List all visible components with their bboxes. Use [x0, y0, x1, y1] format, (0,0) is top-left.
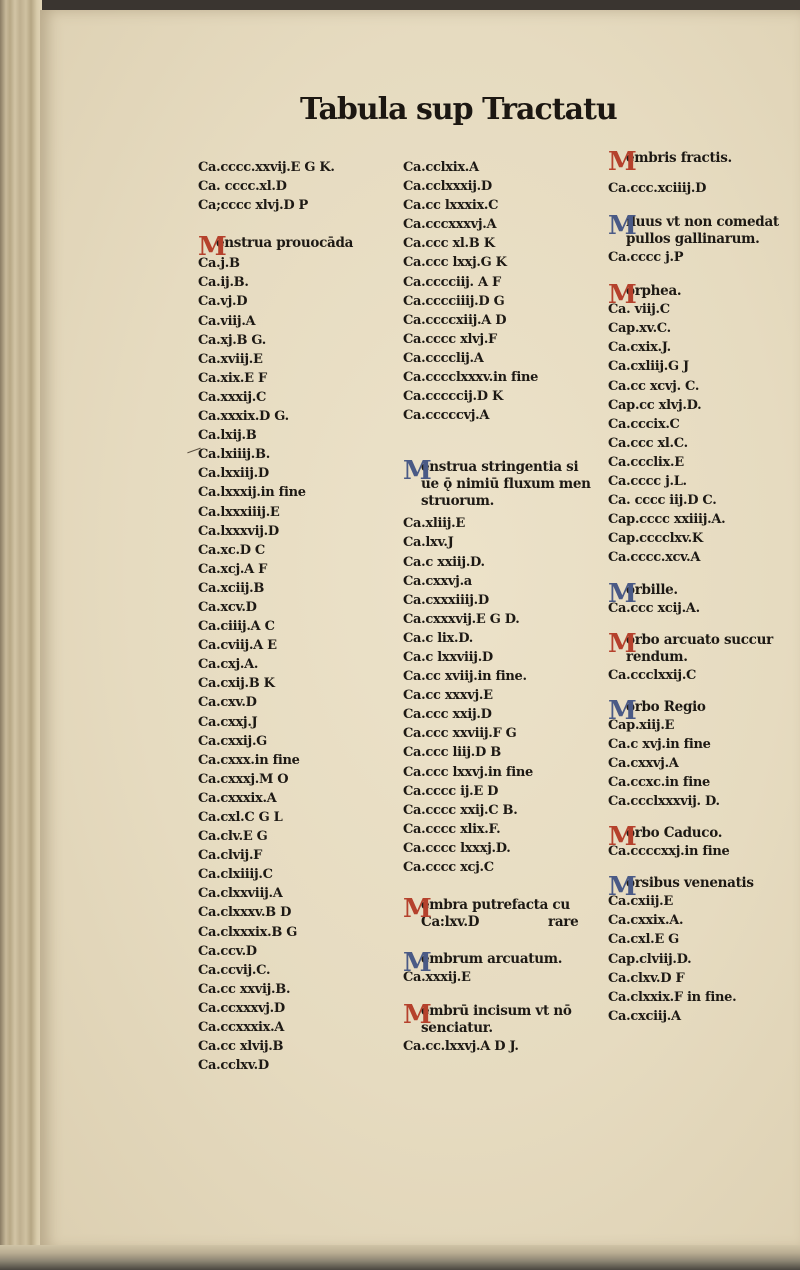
index-entry: Ca. viij.C: [608, 302, 670, 318]
index-entry: Ca.xcj.A F: [198, 561, 268, 577]
heading-text: enstrua prouocāda: [216, 235, 354, 252]
column-2: [403, 158, 603, 1056]
index-entry: Ca.cc xviij.in fine.: [403, 669, 527, 685]
index-entry: Cap.cccclxv.K: [608, 531, 703, 547]
index-entry: Ca.c lxxviij.D: [403, 649, 493, 665]
index-entry: Ca.vj.D: [198, 294, 248, 310]
index-entry: Ca.ccc xl.C.: [608, 435, 688, 451]
heading-text: orbo arcuato succur: [626, 631, 773, 648]
heading-text: embrum arcuatum.: [421, 951, 563, 968]
index-entry: Ca.cccc j.P: [608, 250, 684, 266]
index-entry: Ca.ccc lxxvj.in fine: [403, 764, 533, 780]
index-entry: Ca.ccxxxix.A: [198, 1020, 285, 1036]
index-entry: Ca.ciiij.A C: [198, 619, 275, 635]
page-bottom-edge: [0, 1245, 800, 1270]
index-entry: Ca.clxxxix.B G: [198, 924, 298, 940]
index-entry: Ca.cccc xcj.C: [403, 860, 494, 875]
rubricated-initial: M: [608, 211, 637, 242]
page-title: Tabula sup Tractatu: [300, 92, 617, 127]
index-entry: Cap.cccc xxiiij.A.: [608, 512, 726, 528]
index-entry: Ca.lxxxij.in fine: [198, 485, 306, 501]
index-entry: Ca.ccc lxxj.G K: [403, 255, 507, 271]
index-entry: Ca.j.B: [198, 256, 240, 272]
section-heading: [608, 147, 793, 177]
book-binding-edge: [0, 0, 42, 1270]
index-entry: Ca.cccc xlix.F.: [403, 821, 501, 837]
index-entry: Ca.ccc xxviij.F G: [403, 726, 517, 742]
index-entry: Ca.xc.D C: [198, 542, 265, 558]
index-entry: Ca.ij.B.: [198, 275, 249, 291]
index-entry: Ca.cxj.A.: [198, 657, 259, 673]
index-entry: Ca.cviij.A E: [198, 638, 277, 654]
index-entry: Ca.ccc xcij.A.: [608, 600, 700, 616]
index-entry: Ca.xxxij.E: [403, 970, 471, 986]
heading-text: orbille.: [626, 581, 678, 598]
index-entry: Ca. cccc.xl.D: [198, 179, 287, 195]
rubricated-initial: M: [608, 872, 637, 903]
heading-text: rendum.: [626, 648, 688, 665]
index-entry: Ca.xciij.B: [198, 580, 265, 596]
index-entry: Cap.xv.C.: [608, 321, 671, 337]
index-entry: Ca.ccc.xciiij.D: [608, 181, 707, 196]
spacer: [403, 425, 603, 459]
column-1: [198, 158, 398, 1075]
index-entry: Ca.cccc xxij.C B.: [403, 802, 518, 818]
index-entry: Ca.ccxc.in fine: [608, 774, 710, 790]
index-entry: Ca.cxxx.in fine: [198, 752, 300, 768]
heading-text: embra putrefacta cu: [421, 897, 570, 914]
index-entry: Ca.lxxxiiij.E: [198, 504, 280, 520]
index-entry: Ca.cccc xlvj.F: [403, 331, 497, 347]
index-entry: Ca.cxxvj.A: [608, 755, 679, 771]
index-entry: Ca.c xxiij.D.: [403, 554, 485, 570]
index-entry: Ca.ccclxxxvij. D.: [608, 794, 720, 810]
index-entry: Ca.cccclxxxv.in fine: [403, 370, 539, 386]
index-entry: Ca.lxxiij.D: [198, 466, 269, 482]
index-entry: Ca.xxxix.D G.: [198, 409, 289, 425]
heading-text: iluus vt non comedat: [626, 214, 779, 231]
index-entry: Cap.cc xlvj.D.: [608, 397, 702, 413]
index-entry: Ca.cccciij. A F: [403, 274, 501, 290]
index-entry: Ca.cxxxiiij.D: [403, 592, 489, 608]
index-entry: Ca.clv.E G: [198, 829, 268, 845]
rubricated-initial: M: [403, 894, 432, 925]
index-entry: Ca.cxix.J.: [608, 340, 671, 356]
heading-text: pullos gallinarum.: [626, 231, 760, 248]
index-entry: Ca.cccxxxvj.A: [403, 217, 497, 233]
index-entry: Ca.cccc lxxxj.D.: [403, 840, 511, 856]
rubricated-initial: M: [403, 948, 432, 979]
index-entry: Ca.cc lxxxix.C: [403, 198, 499, 214]
index-entry: Cap.xiij.E: [608, 717, 675, 733]
index-entry: Ca.cccc ij.E D: [403, 783, 499, 799]
index-entry: Ca.cxl.C G L: [198, 810, 283, 825]
index-entry: Ca.cc xlvij.B: [198, 1039, 284, 1055]
index-entry: Ca.xj.B G.: [198, 332, 266, 348]
index-entry: Ca.ccclxxij.C: [608, 667, 697, 683]
section-heading: [403, 894, 603, 931]
index-entry: Ca.ccclix.E: [608, 454, 684, 470]
section-heading: [403, 456, 603, 510]
section-heading: [608, 628, 793, 666]
index-entry: Ca.cclxix.A: [403, 160, 479, 175]
index-entry: Ca.cxliij.G J: [608, 359, 689, 375]
index-entry: Ca.cxxvj.a: [403, 573, 472, 589]
index-entry: Ca.ccxxxvj.D: [198, 1000, 285, 1016]
index-entry: Ca.cccc j.L.: [608, 474, 687, 490]
heading-text: orsibus venenatis: [626, 875, 754, 892]
section-heading: [198, 232, 398, 263]
index-entry: Ca.ccc liij.D B: [403, 745, 501, 761]
index-entry: Ca.xcv.D: [198, 599, 257, 615]
index-entry: Ca. cccc iij.D C.: [608, 493, 717, 509]
index-entry: Ca.cclxv.D: [198, 1058, 269, 1074]
rubricated-initial: M: [198, 232, 227, 263]
index-entry: Ca.cccix.C: [608, 416, 680, 432]
index-entry: Ca.cccccvj.A: [403, 408, 490, 424]
index-entry: Ca.lxxxvij.D: [198, 523, 279, 539]
index-entry: Ca.cxxxix.A: [198, 790, 277, 806]
index-entry: Cap.clviij.D.: [608, 951, 692, 967]
index-entry: Ca.clvij.F: [198, 848, 263, 864]
column-3: [608, 147, 793, 1026]
index-entry: Ca.cxciij.A: [608, 1008, 681, 1024]
heading-text: orphea.: [626, 283, 682, 300]
heading-continuation: rare: [548, 914, 579, 931]
heading-text: Ca:lxv.D: [421, 914, 480, 931]
index-entry: Ca.ccccxiij.A D: [403, 312, 507, 328]
index-entry: Ca.cxxxj.M O: [198, 771, 289, 787]
index-entry: Ca.cxxj.J: [198, 714, 258, 730]
rubricated-initial: M: [608, 147, 637, 177]
spacer: [403, 987, 603, 1003]
index-entry: Ca.xliij.E: [403, 516, 466, 532]
index-entry: Ca.cxxij.G: [198, 733, 267, 749]
index-entry: Ca.xxxij.C: [198, 389, 267, 405]
index-entry: Ca.xix.E F: [198, 370, 267, 386]
rubricated-initial: M: [403, 456, 432, 487]
index-entry: Ca.cccc.xxvij.E G K.: [198, 160, 335, 175]
index-entry: Ca.clxv.D F: [608, 970, 685, 986]
index-entry: Ca.c lix.D.: [403, 630, 473, 646]
index-entry: Ca.clxiiij.C: [198, 867, 273, 883]
index-entry: Ca.xviij.E: [198, 351, 263, 367]
index-entry: Ca.lxv.J: [403, 535, 454, 551]
index-entry: Ca.lxiiij.B.: [198, 447, 270, 463]
index-entry: Ca.cccccij.D K: [403, 389, 503, 405]
index-entry: Ca.cxxix.A.: [608, 913, 684, 929]
index-entry: Ca.cxij.B K: [198, 676, 275, 692]
spacer: [403, 931, 603, 951]
index-entry: Ca.cc xxxvj.E: [403, 688, 493, 704]
index-entry: Ca.clxxix.F in fine.: [608, 989, 737, 1005]
index-entry: Ca.cccc.xcv.A: [608, 550, 701, 566]
index-entry: Ca.ccc xxij.D: [403, 707, 492, 723]
heading-text: struorum.: [421, 493, 494, 510]
index-entry: Ca.clxxxv.B D: [198, 905, 292, 921]
heading-text: embrū incisum vt nō: [421, 1003, 572, 1020]
index-entry: Ca;cccc xlvj.D P: [198, 198, 309, 214]
heading-text: enstrua stringentia si: [421, 459, 579, 476]
rubricated-initial: M: [608, 280, 637, 311]
index-entry: Ca.cclxxxij.D: [403, 179, 492, 195]
spacer: [198, 215, 398, 235]
index-entry: Ca.clxxviij.A: [198, 886, 283, 902]
index-entry: Ca.cxxxvij.E G D.: [403, 611, 520, 627]
index-entry: Ca.viij.A: [198, 313, 256, 329]
index-entry: Ca.lxij.B: [198, 428, 257, 444]
index-entry: Ca.cc xcvj. C.: [608, 378, 700, 394]
section-heading: [608, 211, 793, 248]
index-entry: Ca.cxl.E G: [608, 932, 679, 948]
heading-text: ue ǭ nimiū fluxum men: [421, 476, 591, 493]
rubricated-initial: M: [608, 628, 637, 659]
index-entry: Ca.cxiij.E: [608, 894, 673, 910]
index-entry: Ca.cccciiij.D G: [403, 293, 505, 309]
index-entry: Ca.ccvij.C.: [198, 962, 271, 978]
heading-text: senciatur.: [421, 1020, 493, 1037]
spacer: [403, 877, 603, 897]
rubricated-initial: M: [403, 1000, 432, 1031]
index-entry: Ca.ccccxxj.in fine: [608, 844, 730, 860]
index-entry: Ca.cc xxvij.B.: [198, 981, 291, 997]
index-entry: Ca.ccv.D: [198, 943, 257, 959]
heading-text: orbo Caduco.: [626, 825, 723, 842]
rubricated-initial: M: [608, 695, 637, 726]
index-entry: Ca.cc.lxxvj.A D J.: [403, 1039, 519, 1055]
heading-text: orbo Regio: [626, 698, 706, 715]
heading-text: embris fractis.: [626, 150, 732, 166]
index-entry: Ca.c xvj.in fine: [608, 736, 711, 752]
index-entry: Ca.cxv.D: [198, 695, 257, 711]
rubricated-initial: M: [608, 578, 637, 609]
index-entry: Ca.cccclij.A: [403, 350, 484, 366]
section-heading: [403, 1000, 603, 1037]
rubricated-initial: M: [608, 822, 637, 853]
index-entry: Ca.ccc xl.B K: [403, 236, 495, 252]
